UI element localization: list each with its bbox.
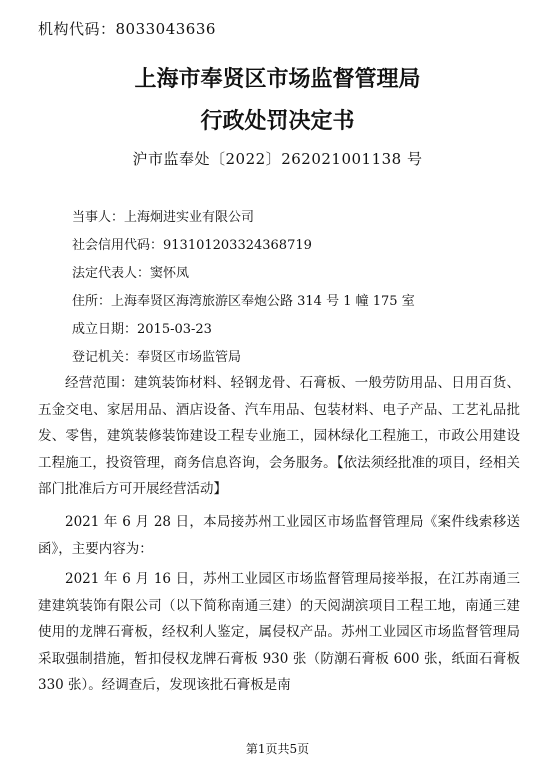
document-type-title: 行政处罚决定书	[200, 109, 355, 134]
business-scope-paragraph: 经营范围：建筑装饰材料、轻钢龙骨、石膏板、一般劳防用品、日用百货、五金交电、家居用品、酒店设备、汽车用品、包装材料、电子产品、工艺礼品批发、零售，建筑装修装饰建设工程专业施工，园林绿化工程施工，市政公用建设工程施工，投资管理，商务信息咨询，会务服务。【依法须经批准的项目，经相关部门批准后方可开展经营活动】	[38, 375, 520, 497]
case-referral-paragraph: 2021 年 6 月 28 日，本局接苏州工业园区市场监督管理局《案件线索移送函》，主要内容为：	[38, 514, 520, 557]
address-field: 住所：上海奉贤区海湾旅游区奉炮公路 314 号 1 幢 175 室	[72, 294, 415, 309]
document-number: 沪市监奉处〔2022〕262021001138 号	[132, 150, 423, 168]
case-details-paragraph: 2021 年 6 月 16 日，苏州工业园区市场监督管理局接举报，在江苏南通三建建筑装饰有限公司（以下简称南通三建）的天阅湖滨项目工程工地，南通三建使用的龙牌石膏板，经权利人鉴定，属侵权产品。苏州工业园区市场监督管理局采取强制措施，暂扣侵权龙牌石膏板 930 张（防潮石膏板 600 张，纸面石膏板 330 张）。经调查后，发现该批石膏板是南	[38, 571, 520, 693]
org-code: 机构代码：8033043636	[38, 20, 216, 38]
issuing-authority-title: 上海市奉贤区市场监督管理局	[134, 67, 421, 92]
registry-authority-field: 登记机关：奉贤区市场监管局	[72, 350, 242, 365]
page-footer: 第1页共5页	[245, 742, 310, 756]
party-field: 当事人：上海炯进实业有限公司	[72, 210, 255, 225]
established-date-field: 成立日期：2015-03-23	[72, 322, 212, 337]
credit-code-field: 社会信用代码：913101203324368719	[72, 238, 312, 253]
legal-rep-field: 法定代表人：窦怀凤	[72, 266, 190, 281]
